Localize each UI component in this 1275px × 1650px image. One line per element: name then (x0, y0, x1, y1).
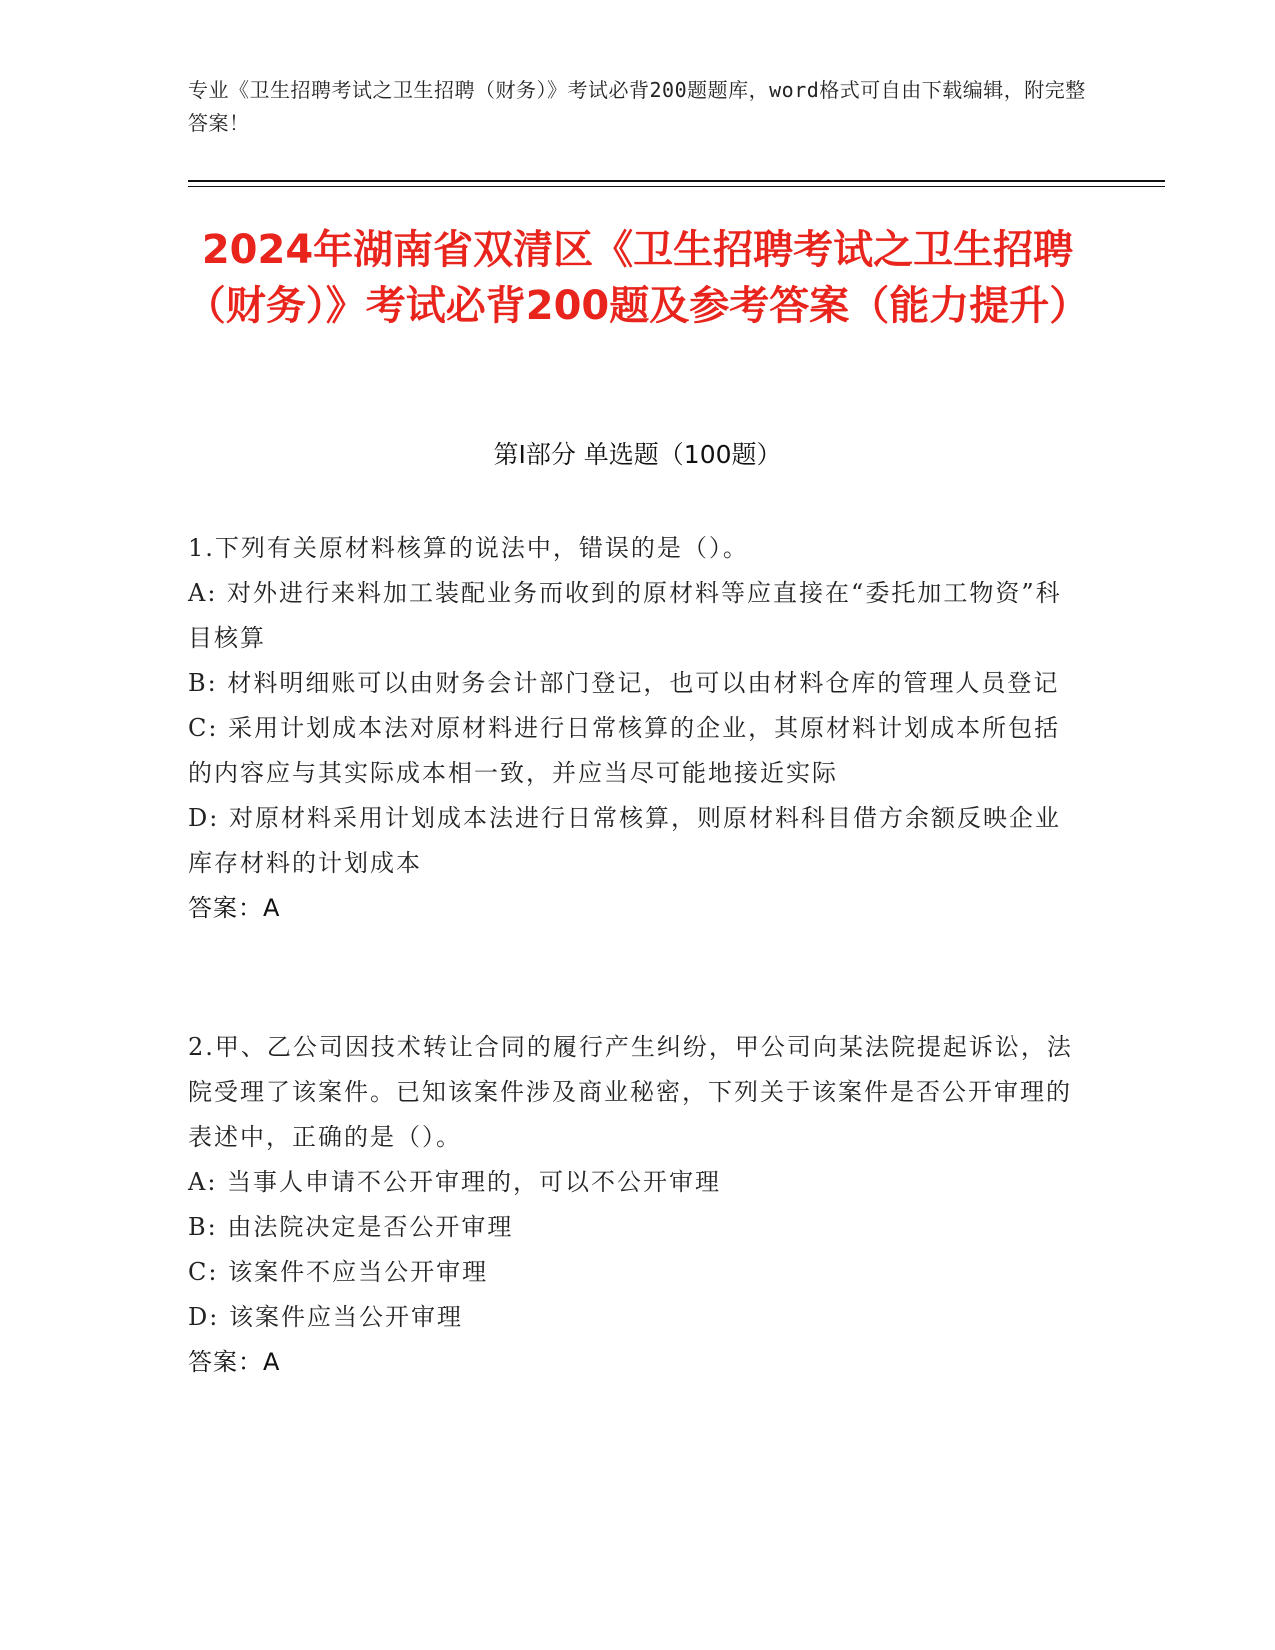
answer: 答案：A (188, 894, 281, 922)
answer: 答案：A (188, 1348, 281, 1376)
option-a: A: 当事人申请不公开审理的，可以不公开审理 (188, 1168, 722, 1196)
option-d: D: 该案件应当公开审理 (188, 1303, 463, 1331)
question-2 (188, 1025, 1083, 1385)
option-c: C: 采用计划成本法对原材料进行日常核算的企业，其原材料计划成本所包括的内容应与其实际成本相一致，并应当尽可能地接近实际 (188, 714, 1061, 787)
question-1 (188, 526, 1083, 931)
option-c: C: 该案件不应当公开审理 (188, 1258, 489, 1286)
option-b: B: 材料明细账可以由财务会计部门登记，也可以由材料仓库的管理人员登记 (188, 669, 1060, 697)
header-divider-thick (188, 180, 1165, 182)
question-stem: 1.下列有关原材料核算的说法中，错误的是（）。 (188, 534, 749, 562)
option-d: D: 对原材料采用计划成本法进行日常核算，则原材料科目借方余额反映企业库存材料的计划成本 (188, 804, 1061, 877)
header-note: 专业《卫生招聘考试之卫生招聘（财务）》考试必背200题题库，word格式可自由下载编辑，附完整答案！ (188, 78, 1086, 135)
header-divider-thin (188, 186, 1165, 187)
document-title: 2024年湖南省双清区《卫生招聘考试之卫生招聘（财务）》考试必背200题及参考答案（能力提升） (185, 227, 1090, 329)
option-b: B: 由法院决定是否公开审理 (188, 1213, 514, 1241)
section-title: 第I部分 单选题（100题） (493, 440, 782, 469)
option-a: A: 对外进行来料加工装配业务而收到的原材料等应直接在“委托加工物资”科目核算 (188, 579, 1062, 652)
question-stem: 2.甲、乙公司因技术转让合同的履行产生纠纷，甲公司向某法院提起诉讼，法院受理了该案件。已知该案件涉及商业秘密，下列关于该案件是否公开审理的表述中，正确的是（）。 (188, 1033, 1073, 1151)
